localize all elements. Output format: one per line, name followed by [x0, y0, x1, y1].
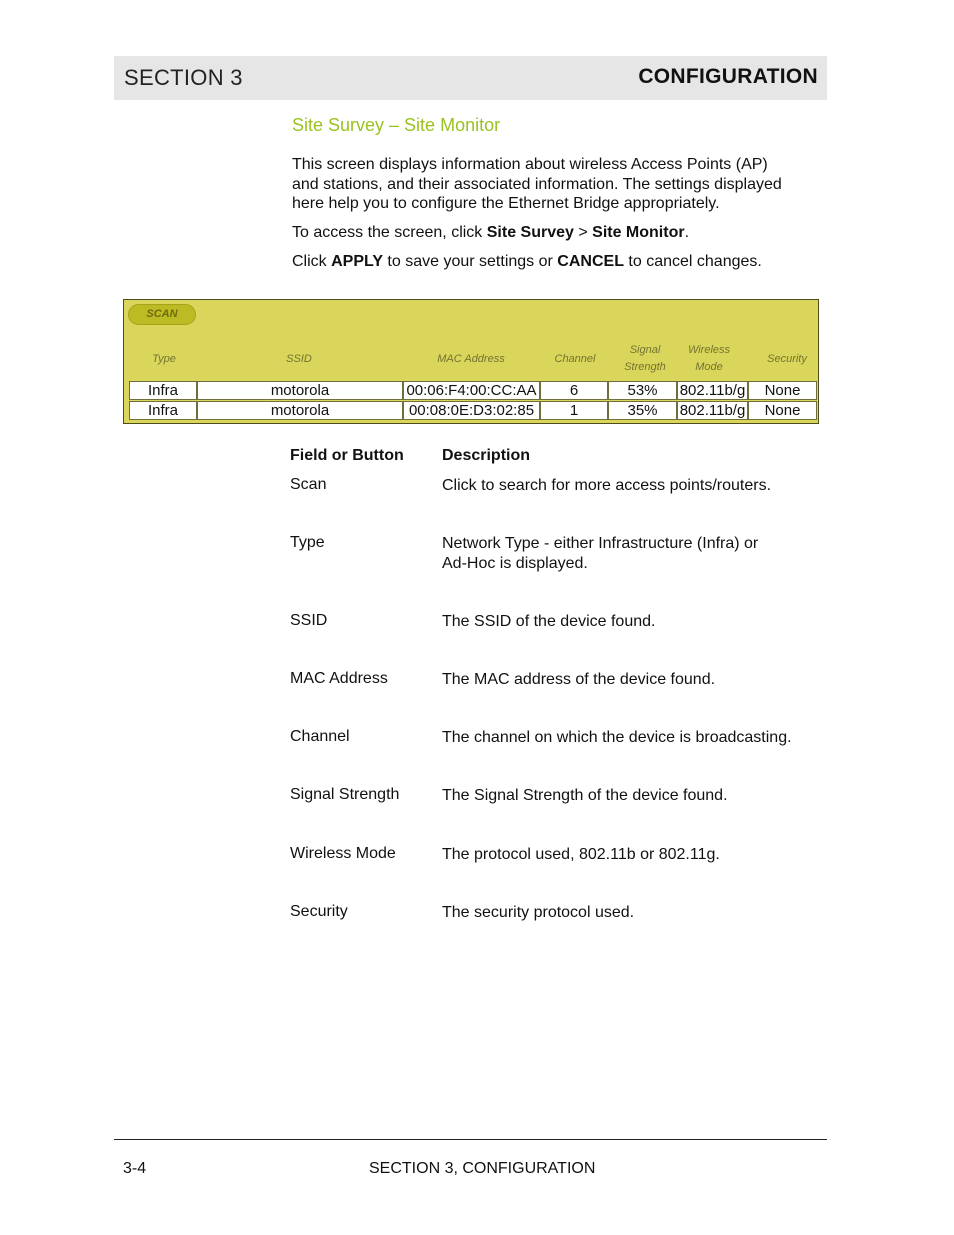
intro-line: and stations, and their associated information. The settings displayed: [292, 175, 782, 193]
cell-signal: 35%: [608, 401, 677, 420]
field-description: The security protocol used.: [442, 904, 635, 921]
description-line: Ad-Hoc is displayed.: [442, 555, 588, 572]
field-description: The channel on which the device is broadcasting.: [442, 729, 792, 746]
column-header-line: Signal: [629, 344, 661, 356]
table-row[interactable]: [129, 401, 817, 420]
menu-name: Site Survey: [486, 224, 574, 241]
apply-middle: to save your settings or: [382, 253, 558, 270]
cell-channel: 1: [540, 401, 608, 420]
cell-mac: 00:08:0E:D3:02:85: [403, 401, 540, 420]
column-header-line: Strength: [624, 361, 666, 373]
column-header-mac: MAC Address: [437, 353, 505, 365]
field-description: The MAC address of the device found.: [442, 671, 716, 688]
cell-signal: 53%: [608, 381, 677, 400]
field-name: Wireless Mode: [290, 845, 396, 862]
cell-type: Infra: [129, 381, 197, 400]
field-description: [442, 534, 832, 574]
cell-ssid: motorola: [197, 381, 403, 400]
section-number: SECTION 3: [124, 65, 243, 90]
field-name: Channel: [290, 728, 350, 745]
field-description: The Signal Strength of the device found.: [442, 787, 728, 804]
field-description: The SSID of the device found.: [442, 613, 656, 630]
column-header-signal: [610, 342, 680, 376]
column-header-line: Wireless: [687, 344, 731, 356]
field-name: Signal Strength: [290, 786, 400, 803]
cell-mac: 00:06:F4:00:CC:AA: [403, 381, 540, 400]
field-description: Click to search for more access points/routers.: [442, 477, 772, 494]
apply-instructions: [292, 252, 832, 272]
column-header-wireless-mode: [674, 342, 744, 376]
field-name: Scan: [290, 476, 327, 493]
access-prefix: To access the screen, click: [292, 224, 487, 241]
intro-line: This screen displays information about wireless Access Points (AP): [292, 156, 768, 173]
column-header-type: Type: [152, 353, 176, 365]
column-header-ssid: SSID: [286, 353, 312, 365]
menu-item-name: Site Monitor: [592, 224, 685, 241]
field-name: Security: [290, 903, 348, 920]
column-header-security: Security: [767, 353, 807, 365]
cell-security: None: [748, 381, 817, 400]
apply-prefix: Click: [292, 253, 332, 270]
column-header-line: Mode: [695, 361, 723, 373]
field-name: MAC Address: [290, 670, 388, 687]
cell-type: Infra: [129, 401, 197, 420]
cancel-keyword: CANCEL: [557, 253, 624, 270]
intro-paragraph: [292, 155, 832, 214]
cell-wireless-mode: 802.11b/g: [677, 381, 748, 400]
field-name: SSID: [290, 612, 328, 629]
apply-suffix: to cancel changes.: [623, 253, 762, 270]
page-subtitle: Site Survey – Site Monitor: [292, 115, 501, 135]
cell-channel: 6: [540, 381, 608, 400]
menu-separator: >: [573, 224, 593, 241]
page-number: 3-4: [123, 1160, 147, 1177]
site-monitor-panel: [123, 299, 819, 424]
footer-title: SECTION 3, CONFIGURATION: [369, 1160, 596, 1177]
field-name: Type: [290, 534, 325, 551]
table-header-field: Field or Button: [290, 447, 404, 464]
section-title: CONFIGURATION: [638, 65, 818, 88]
column-header-channel: Channel: [554, 353, 596, 365]
apply-keyword: APPLY: [331, 253, 383, 270]
access-instructions: [292, 223, 832, 243]
intro-line: here help you to configure the Ethernet Bridge appropriately.: [292, 195, 720, 212]
table-header-description: Description: [442, 447, 531, 464]
access-suffix: .: [684, 224, 690, 241]
cell-wireless-mode: 802.11b/g: [677, 401, 748, 420]
description-line: Network Type - either Infrastructure (Infra) or: [442, 535, 759, 552]
cell-security: None: [748, 401, 817, 420]
cell-ssid: motorola: [197, 401, 403, 420]
footer-divider: [114, 1139, 827, 1140]
field-description: The protocol used, 802.11b or 802.11g.: [442, 846, 720, 863]
section-header: [114, 56, 827, 100]
table-row[interactable]: [129, 381, 817, 400]
scan-button[interactable]: SCAN: [128, 304, 196, 325]
